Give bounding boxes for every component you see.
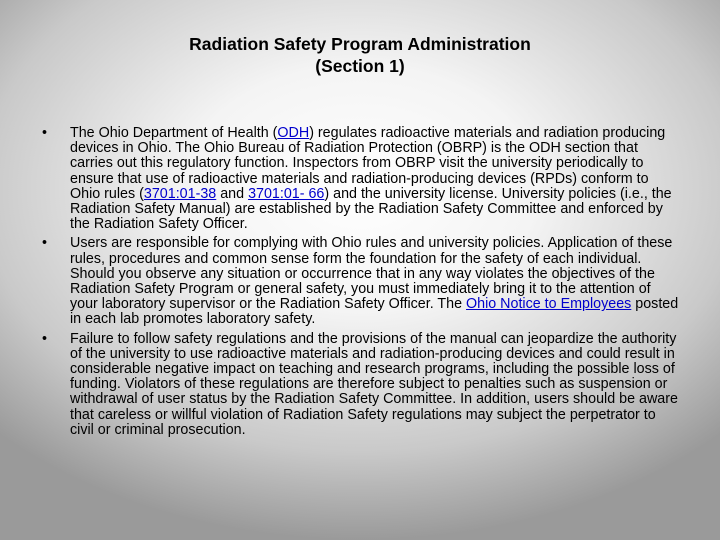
ohio-notice-link[interactable]: Ohio Notice to Employees: [466, 296, 632, 313]
bullet-text: Failure to follow safety regulations and the provisions of the manual can jeopardize the authority of the university to use radioactive materials and radiation-producing devices and could result in considerable negative impact on teaching and research programs, including the possible loss of funding. Violators of these regulations are therefore subject to penalties such as suspension or withdrawal of user status by the Radiation Safety Committee. In addition, users should be aware that careless or willful violation of Radiation Safety regulations may subject the perpetrator to civil or criminal prosecution.: [70, 330, 678, 438]
bullet-item-failure: [40, 332, 680, 438]
bullet-text: ) and the university license. University policies (i.e., the Radiation Safety Manual) are established by the Radiation Safety Committee and enforced by the Radiation Safety Officer.: [70, 185, 672, 233]
odh-link[interactable]: ODH: [277, 125, 310, 141]
bullet-dot: •: [42, 235, 48, 252]
rule-3701-01-38-link[interactable]: 3701:01-38: [143, 185, 217, 202]
bullet-text: ) regulates radioactive materials and radiation producing devices in Ohio. The Ohio Bureau of Radiation Protection (OBRP) is the ODH section that carries out this regulatory function. Inspectors from OBRP visit the university periodically to ensure that use of radioactive materials and radiation-producing devices (RPDs) conform to Ohio rules (: [70, 125, 666, 202]
bullet-list: [40, 126, 680, 442]
bullet-item-users: [40, 236, 680, 327]
bullet-text: and: [216, 185, 249, 202]
bullet-item-odh: [40, 126, 680, 232]
slide-title-line-2: (Section 1): [315, 56, 405, 76]
bullet-text: Users are responsible for complying with Ohio rules and university policies. Application of these rules, procedures and common sense form the foundation for the safety of each individual. Should you observe any situation or occurrence that in any way violates the objectives of the Radiation Safety Program or general safety, you must immediately bring it to the attention of your laboratory supervisor or the Radiation Safety Officer. The: [70, 235, 673, 313]
slide-title: [0, 33, 720, 77]
bullet-dot: •: [42, 125, 48, 141]
bullet-dot: •: [42, 330, 48, 347]
bullet-text: The Ohio Department of Health (: [70, 125, 278, 141]
slide-title-line-1: Radiation Safety Program Administration: [189, 34, 531, 54]
bullet-text: posted in each lab promotes laboratory safety.: [70, 296, 679, 328]
rule-3701-01-66-link[interactable]: 3701:01- 66: [248, 185, 325, 202]
